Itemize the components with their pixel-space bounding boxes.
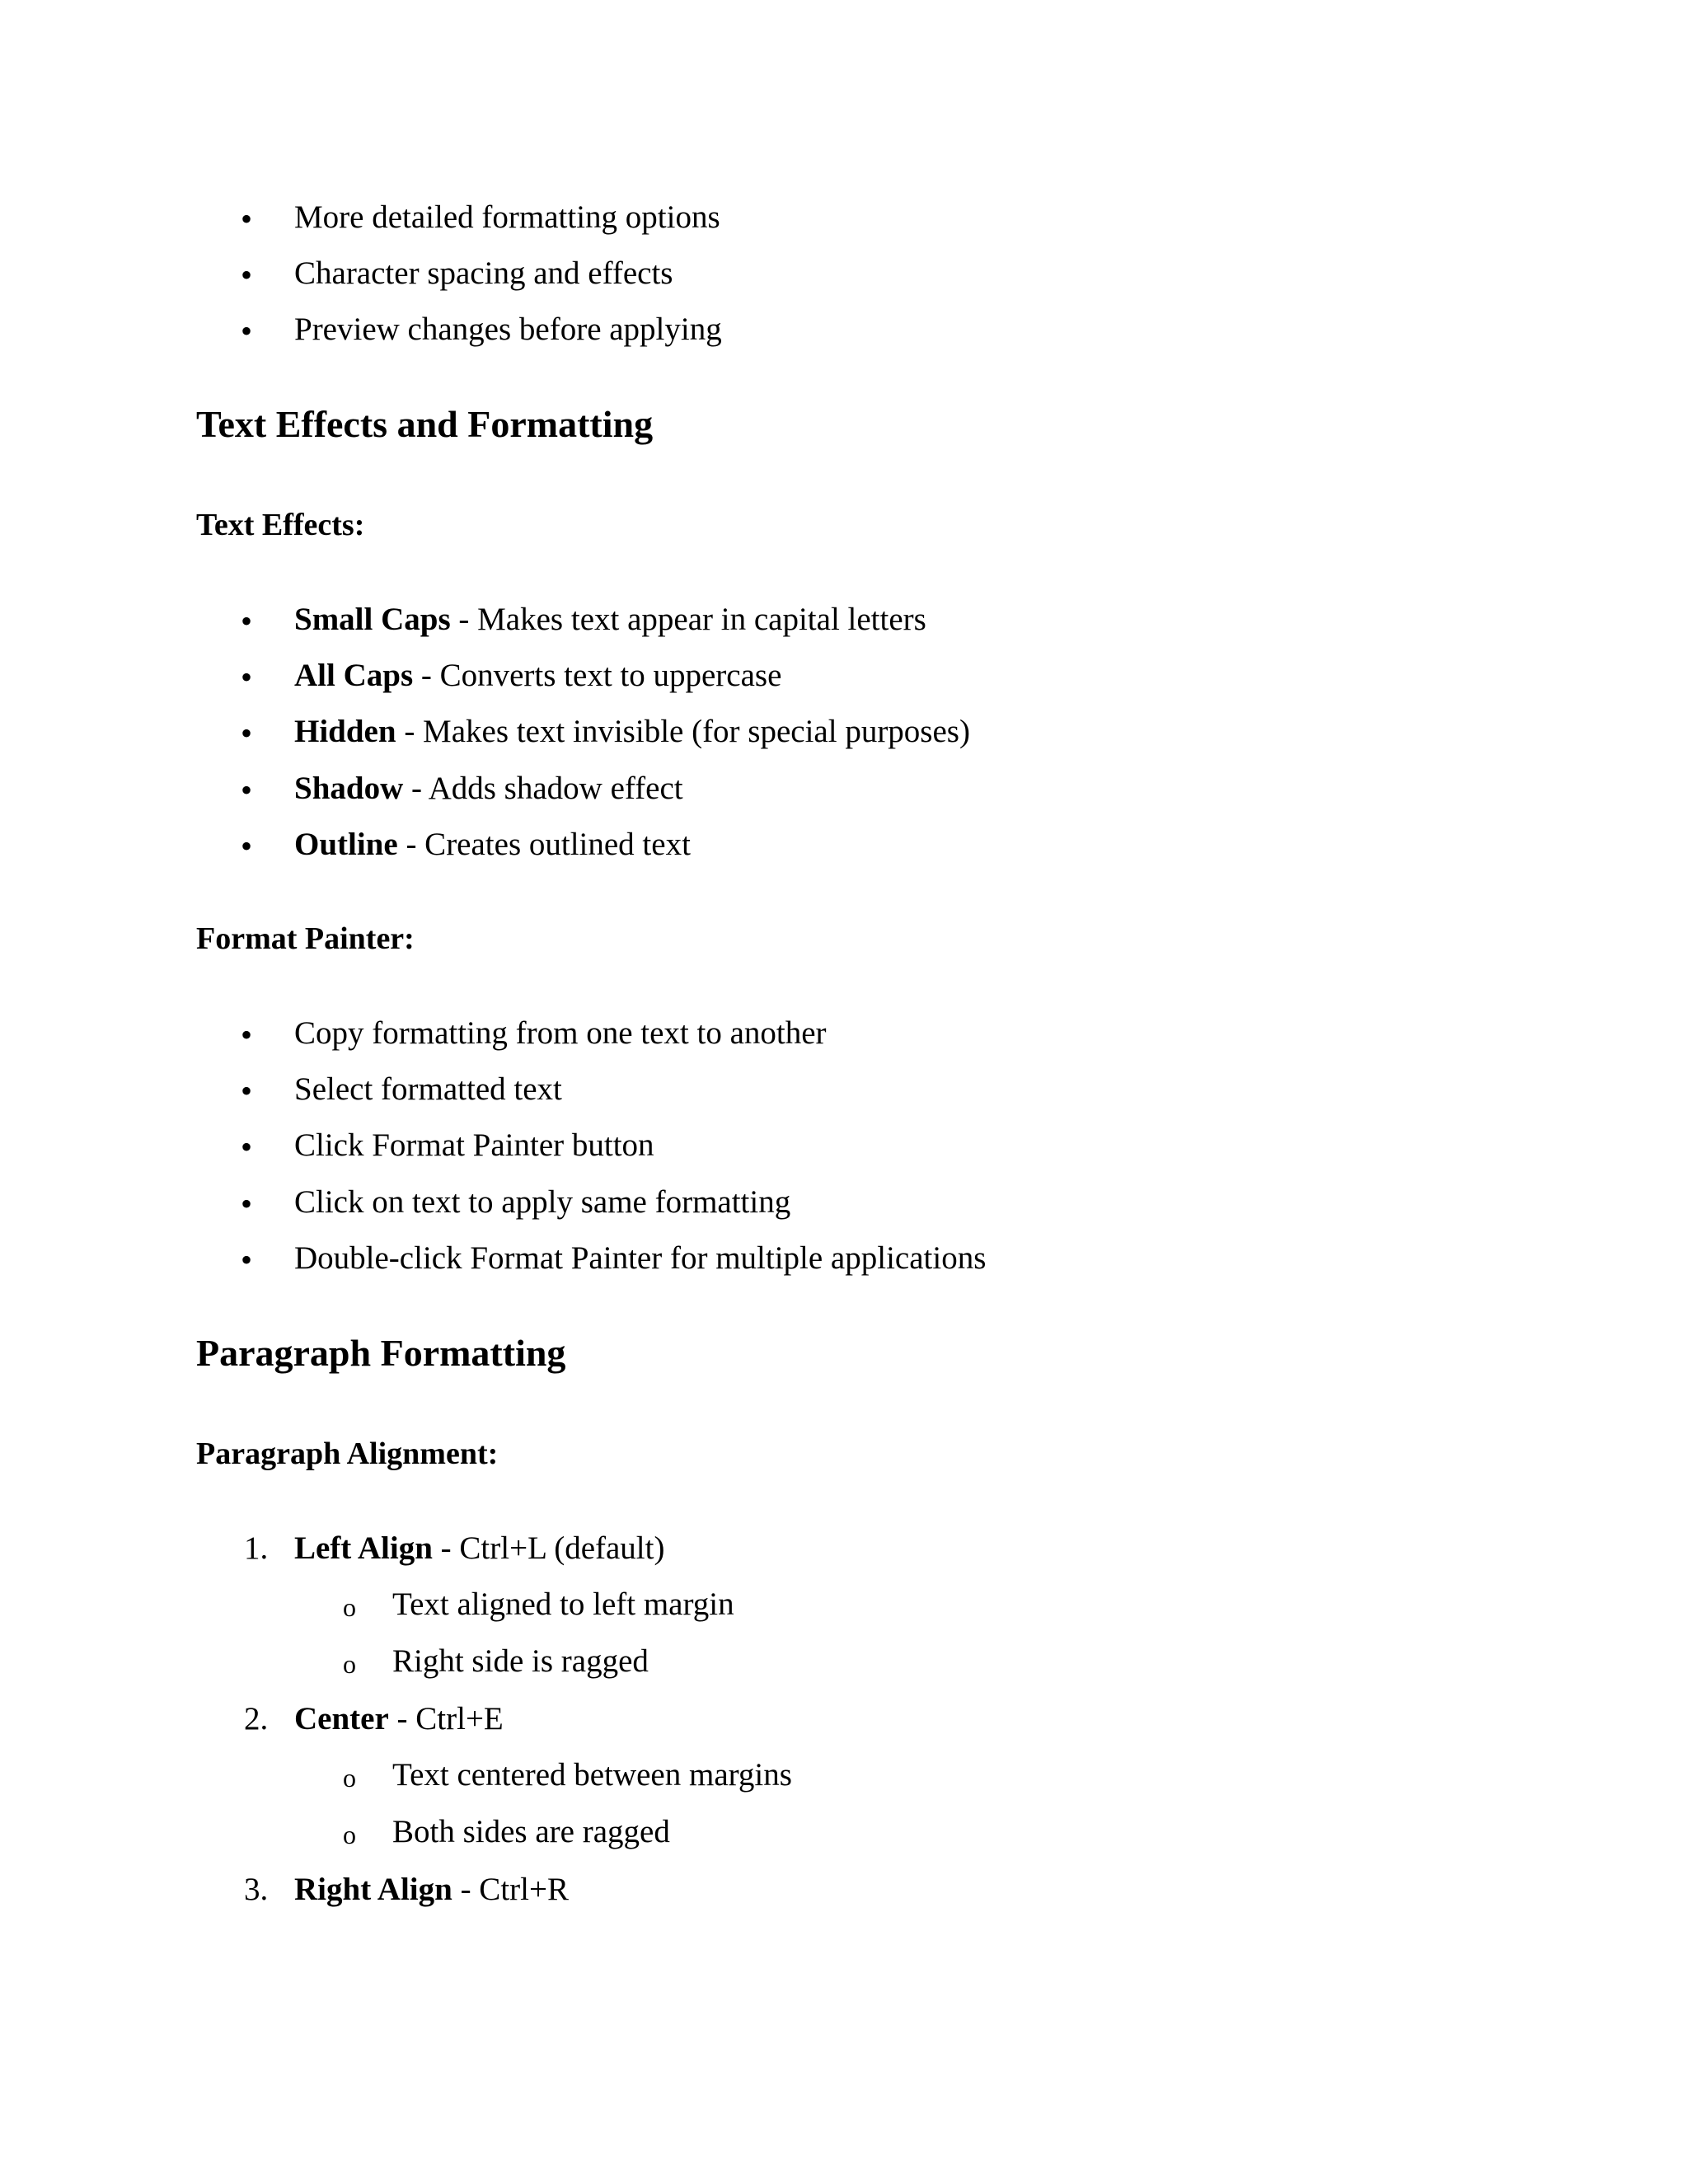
list-item-term: Center — [294, 1701, 389, 1736]
list-item — [294, 603, 926, 635]
list-item-term: Outline — [294, 827, 398, 862]
list-item — [294, 772, 683, 804]
bullet-marker: • — [241, 602, 253, 640]
list-item-desc: - Ctrl+E — [388, 1701, 504, 1736]
list-item-desc: - Makes text appear in capital letters — [450, 602, 926, 637]
sub-list-item: Text centered between margins — [392, 1757, 792, 1793]
subheading-paragraph-alignment: Paragraph Alignment: — [196, 1436, 499, 1471]
list-item: Click Format Painter button — [294, 1127, 654, 1163]
sub-bullet-marker: o — [343, 1763, 356, 1793]
bullet-marker: • — [241, 1128, 253, 1165]
list-item-term: Small Caps — [294, 602, 451, 637]
bullet-marker: • — [241, 1072, 253, 1109]
sub-list-item: Text aligned to left margin — [392, 1586, 734, 1622]
list-item: Copy formatting from one text to another — [294, 1015, 827, 1051]
list-item — [294, 1532, 664, 1564]
bullet-marker: • — [241, 312, 253, 349]
section-heading-paragraph-formatting: Paragraph Formatting — [196, 1332, 566, 1374]
list-item: Preview changes before applying — [294, 312, 722, 347]
section-heading-text-effects: Text Effects and Formatting — [196, 403, 654, 445]
list-item: Select formatted text — [294, 1071, 562, 1107]
bullet-marker: • — [241, 658, 253, 696]
list-item-desc: - Converts text to uppercase — [413, 658, 782, 693]
list-item: Double-click Format Painter for multiple applications — [294, 1240, 987, 1276]
sub-bullet-marker: o — [343, 1592, 356, 1622]
sub-list-item: Right side is ragged — [392, 1643, 649, 1679]
bullet-marker: • — [241, 827, 253, 865]
list-number: 2. — [244, 1701, 269, 1736]
list-item-desc: - Ctrl+R — [452, 1872, 569, 1907]
list-item-desc: - Adds shadow effect — [403, 771, 683, 806]
list-number: 1. — [244, 1530, 269, 1566]
list-item — [294, 1703, 504, 1735]
sub-list-item: Both sides are ragged — [392, 1814, 670, 1849]
sub-bullet-marker: o — [343, 1649, 356, 1679]
list-number: 3. — [244, 1872, 269, 1907]
bullet-marker: • — [241, 771, 253, 808]
bullet-marker: • — [241, 256, 253, 293]
list-item-term: Left Align — [294, 1530, 433, 1566]
list-item-desc: - Ctrl+L (default) — [432, 1530, 665, 1566]
bullet-marker: • — [241, 1016, 253, 1053]
bullet-marker: • — [241, 200, 253, 237]
bullet-marker: • — [241, 1185, 253, 1222]
list-item-term: Hidden — [294, 714, 396, 749]
list-item-term: Right Align — [294, 1872, 452, 1907]
list-item — [294, 828, 691, 860]
list-item — [294, 1873, 569, 1905]
sub-bullet-marker: o — [343, 1820, 356, 1849]
list-item — [294, 659, 781, 691]
list-item-term: All Caps — [294, 658, 414, 693]
list-item — [294, 715, 970, 748]
subheading-format-painter: Format Painter: — [196, 921, 415, 956]
list-item-term: Shadow — [294, 771, 404, 806]
list-item-desc: - Makes text invisible (for special purposes) — [396, 714, 970, 749]
subheading-text-effects: Text Effects: — [196, 508, 365, 542]
bullet-marker: • — [241, 715, 253, 752]
list-item: Click on text to apply same formatting — [294, 1184, 791, 1220]
bullet-marker: • — [241, 1241, 253, 1278]
list-item: More detailed formatting options — [294, 199, 720, 235]
list-item-desc: - Creates outlined text — [397, 827, 691, 862]
list-item: Character spacing and effects — [294, 255, 673, 291]
